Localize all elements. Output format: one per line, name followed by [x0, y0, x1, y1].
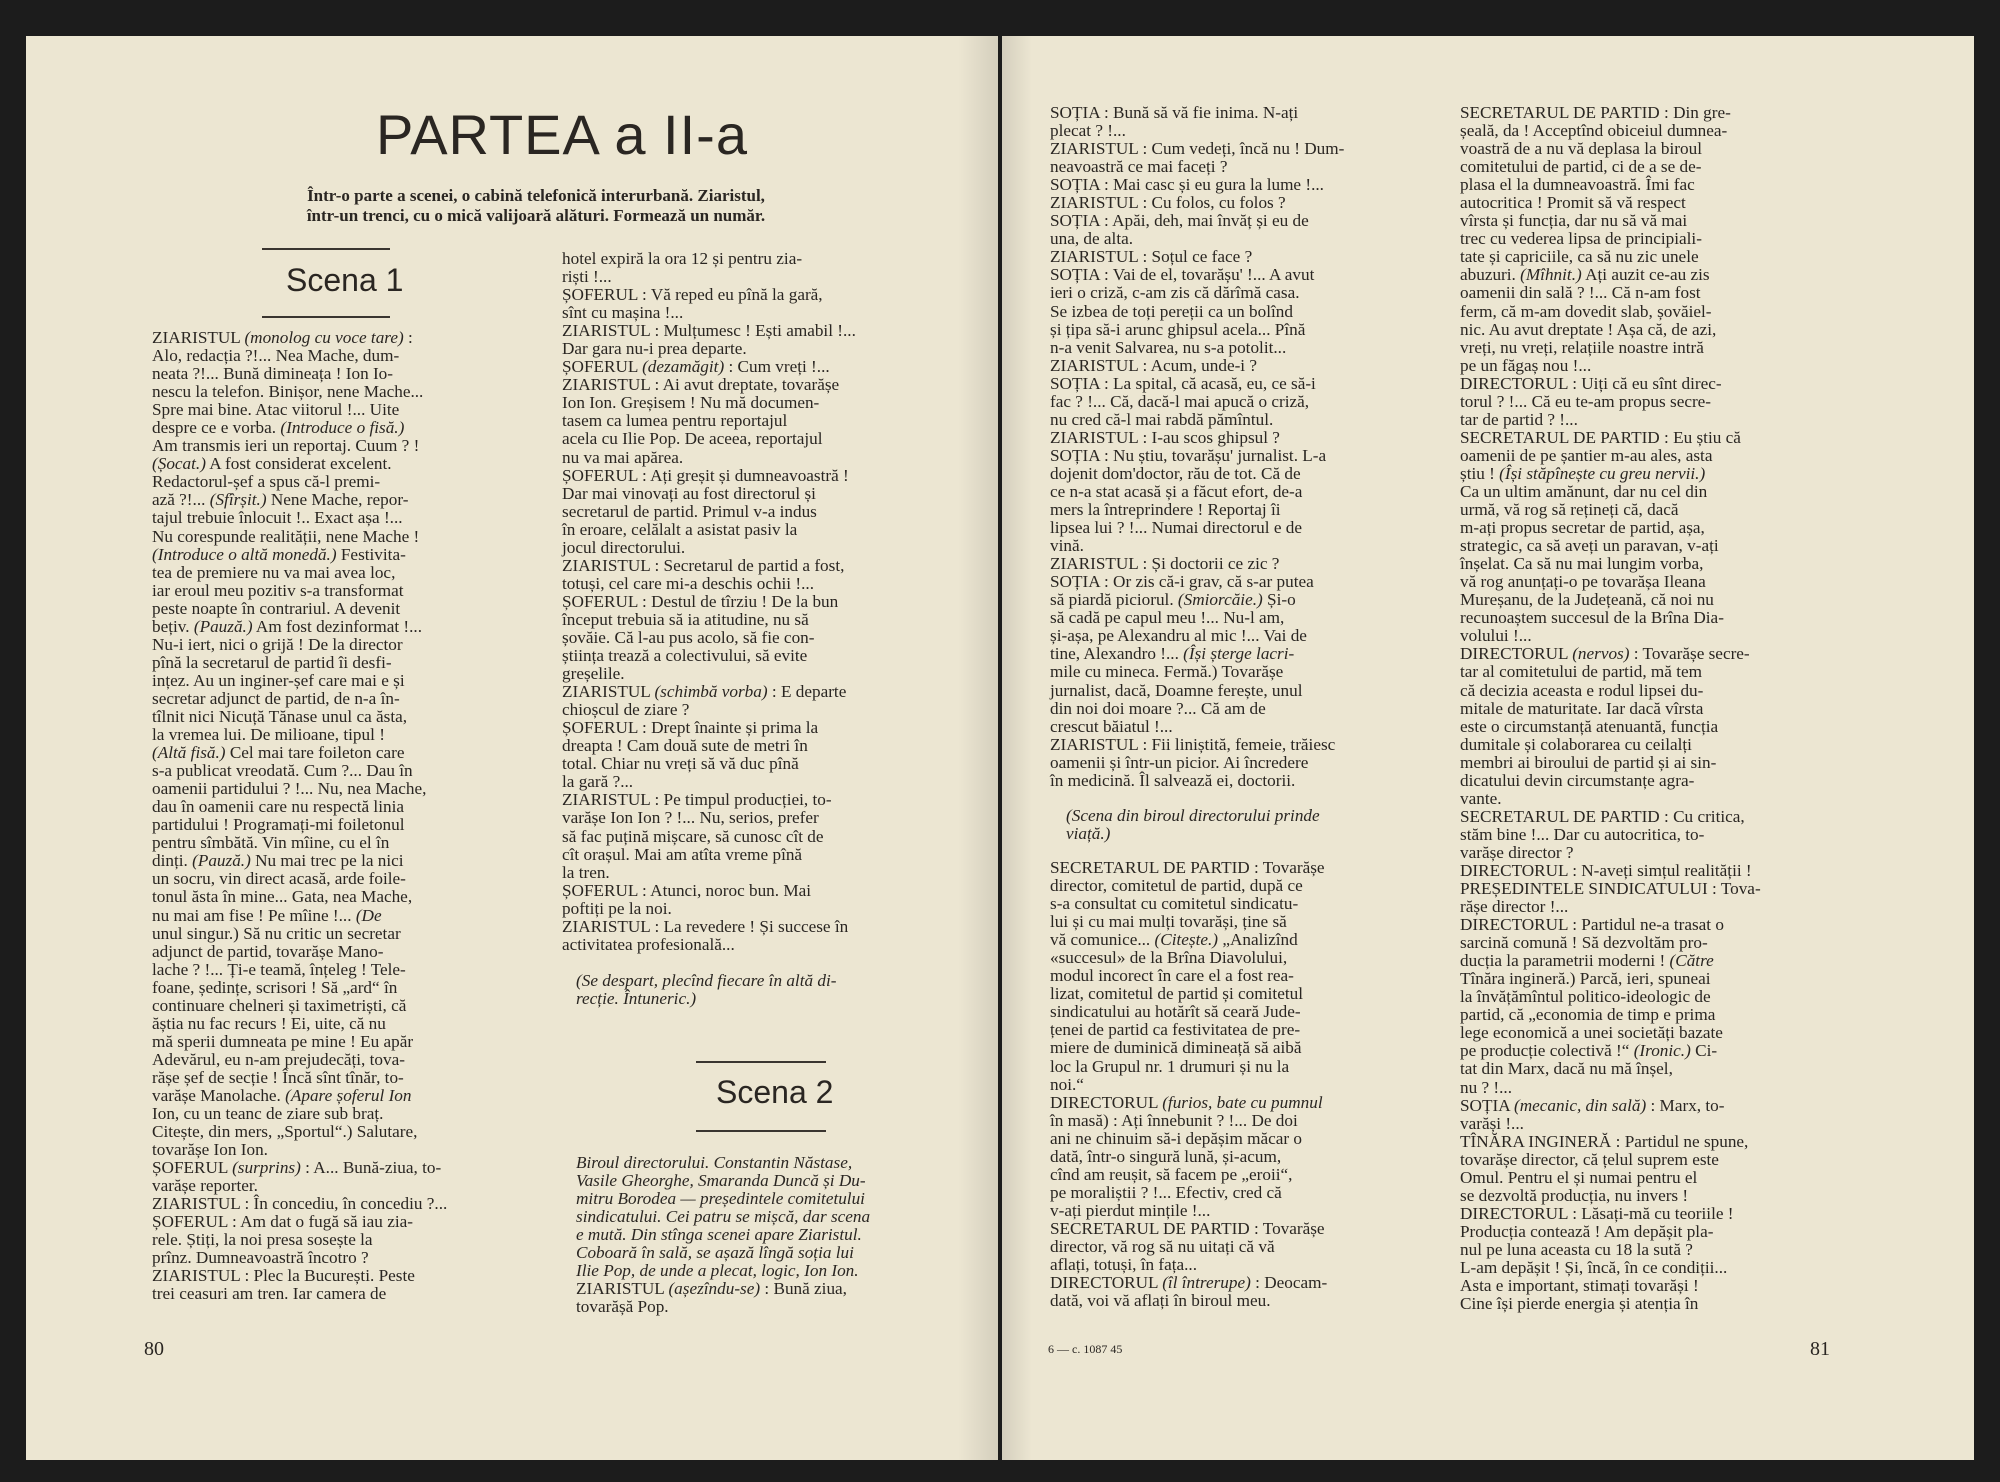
- text-line: un socru, vin direct acasă, arde foile-: [152, 869, 406, 889]
- text-line: să piardă piciorul. (Smiorcăie.) Și-o: [1050, 590, 1296, 610]
- text-line: Omul. Pentru el și numai pentru el: [1460, 1167, 1698, 1187]
- text-line: tovarășă Pop.: [576, 1297, 669, 1317]
- text-line: Adevărul, eu n-am prejudecăți, tova-: [152, 1049, 405, 1069]
- text-line: oamenii din sală ? !... Că n-am fost: [1460, 283, 1701, 303]
- text-line: Biroul directorului. Constantin Năstase,: [576, 1153, 853, 1172]
- text-line: nic. Au avut dreptate ! Așa că, de azi,: [1460, 319, 1717, 339]
- text-line: strategic, ca să aveți un paravan, v-ați: [1460, 536, 1719, 556]
- text-line: vante.: [1460, 788, 1502, 808]
- text-line: loc la Grupul nr. 1 drumuri și nu la: [1050, 1056, 1290, 1076]
- text-line: secretarul de partid. Primul v-a indus: [562, 501, 817, 521]
- stage-direction: [1066, 807, 1434, 843]
- text-line: ȘOFERUL : Destul de tîrziu ! De la bun: [562, 591, 839, 611]
- text-line: SOȚIA : Or zis că-i grav, că s-ar putea: [1050, 572, 1314, 592]
- text-line: (Introduce o altă monedă.) Festivita-: [152, 544, 406, 564]
- text-line: despre ce e vorba. (Introduce o fisă.): [152, 418, 405, 438]
- text-line: ZIARISTUL : Mulțumesc ! Ești amabil !...: [562, 321, 856, 341]
- text-line: recție. Întuneric.): [576, 989, 697, 1009]
- text-column-left-lower: [1050, 859, 1434, 1310]
- text-line: ȘOFERUL : Ați greșit și dumneavoastră !: [562, 465, 849, 485]
- text-line: înșelat. Ca să nu mai lungim vorba,: [1460, 554, 1704, 574]
- text-line: partidului ! Programați-mi foiletonul: [152, 815, 405, 835]
- text-line: SECRETARUL DE PARTID : Din gre-: [1460, 103, 1731, 122]
- text-line: SECRETARUL DE PARTID : Eu știu că: [1460, 427, 1741, 447]
- divider-rule: [262, 316, 390, 318]
- text-line: m-ați propus secretar de partid, așa,: [1460, 518, 1705, 538]
- text-line: una, de alta.: [1050, 229, 1134, 249]
- text-line: tar al comitetului de partid, mă tem: [1460, 662, 1702, 682]
- text-line: abuzuri. (Mîhnit.) Ați auzit ce-au zis: [1460, 265, 1710, 285]
- text-line: Spre mai bine. Atac viitorul !... Uite: [152, 400, 400, 420]
- text-line: (Altă fisă.) Cel mai tare foileton care: [152, 743, 405, 763]
- text-line: SECRETARUL DE PARTID : Cu critica,: [1460, 806, 1745, 826]
- text-line: vîrsta și funcția, dar nu să vă mai: [1460, 211, 1688, 231]
- text-line: jurnalist, dacă, Doamne ferește, unul: [1050, 680, 1303, 700]
- text-line: șovăie. Că l-au pus acolo, să fie con-: [562, 627, 815, 647]
- text-line: crescut băiatul !...: [1050, 716, 1173, 736]
- text-line: Asta e important, stimați tovarăși !: [1460, 1276, 1699, 1296]
- text-line: prînz. Dumneavoastră încotro ?: [152, 1248, 369, 1268]
- stage-directions-intro: [176, 186, 896, 226]
- text-line: nul pe luna aceasta cu 18 la sută ?: [1460, 1239, 1693, 1259]
- text-line: SECRETARUL DE PARTID : Tovarășe: [1050, 1218, 1325, 1238]
- text-line: jocul directorului.: [562, 537, 686, 557]
- text-line: Nu-i iert, nici o grijă ! De la director: [152, 634, 403, 654]
- text-line: din noi doi moare ?... Că am de: [1050, 698, 1266, 718]
- text-line: SOȚIA : Apăi, deh, mai învăț și eu de: [1050, 211, 1309, 231]
- text-line: ZIARISTUL : Secretarul de partid a fost,: [562, 555, 845, 575]
- text-line: mitru Borodea — președintele comitetului: [576, 1189, 865, 1209]
- text-line: pe moraliștii ? !... Efectiv, cred că: [1050, 1182, 1282, 1202]
- text-line: pe un făgaș nou !...: [1460, 355, 1592, 375]
- text-line: oamenii de pe șantier m-au ales, asta: [1460, 445, 1713, 465]
- text-line: sarcină comună ! Să dezvoltăm pro-: [1460, 933, 1708, 953]
- text-line: șeală, da ! Acceptînd obiceiul dumnea-: [1460, 121, 1728, 141]
- text-line: ferm, că m-am dovedit slab, șovăiel-: [1460, 301, 1712, 321]
- text-line: riști !...: [562, 267, 612, 287]
- text-line: DIRECTORUL (îl întrerupe) : Deocam-: [1050, 1273, 1328, 1293]
- text-line: s-a consultat cu comitetul sindicatu-: [1050, 894, 1299, 914]
- subtitle-line: Într-o parte a scenei, o cabină telefonică interurbană. Ziaristul,: [307, 186, 765, 205]
- text-line: în eroare, celălalt a asistat pasiv la: [562, 519, 798, 539]
- text-column-left: [1050, 104, 1434, 790]
- text-line: ZIARISTUL : Acum, unde-i ?: [1050, 355, 1258, 375]
- text-line: Alo, redacția ?!... Nea Mache, dum-: [152, 346, 400, 366]
- text-line: sînt cu mașina !...: [562, 303, 684, 323]
- text-line: adjunct de partid, tovarășe Mano-: [152, 941, 384, 961]
- text-line: noi.“: [1050, 1074, 1084, 1094]
- text-line: secretar adjunct de partid, de n-a în-: [152, 688, 400, 708]
- text-line: oamenii și într-un picior. Ai încredere: [1050, 752, 1309, 772]
- text-line: nu ? !...: [1460, 1077, 1513, 1097]
- text-line: TÎNĂRA INGINERĂ : Partidul ne spune,: [1460, 1131, 1749, 1151]
- stage-direction-scene2: [576, 1154, 970, 1316]
- text-line: dumitale și colaborarea cu ceilalți: [1460, 734, 1692, 754]
- text-line: SOȚIA : Mai casc și eu gura la lume !...: [1050, 175, 1324, 195]
- text-line: ază ?!... (Sfîrșit.) Nene Mache, repor-: [152, 490, 409, 510]
- text-line: e mută. Din stînga scenei apare Ziaristul.: [576, 1225, 862, 1245]
- text-line: ȘOFERUL : Vă reped eu pînă la gară,: [562, 285, 823, 305]
- text-line: mile cu mineca. Fermă.) Tovarășe: [1050, 662, 1284, 682]
- text-line: comitetului de partid, ci de a se de-: [1460, 157, 1702, 177]
- text-line: DIRECTORUL (furios, bate cu pumnul: [1050, 1092, 1323, 1112]
- text-line: DIRECTORUL (nervos) : Tovarășe secre-: [1460, 644, 1750, 664]
- text-line: Coboară în sală, se așază lîngă soția lui: [576, 1243, 854, 1263]
- divider-rule: [262, 248, 390, 250]
- text-line: ce n-a stat acasă și a făcut efort, de-a: [1050, 481, 1303, 501]
- text-line: dinți. (Pauză.) Nu mai trec pe la nici: [152, 851, 404, 871]
- text-line: urmă, vă rog să rețineți că, dacă: [1460, 500, 1679, 520]
- page-number: 81: [1810, 1338, 1830, 1360]
- text-line: ZIARISTUL (așezîndu-se) : Bună ziua,: [576, 1279, 847, 1299]
- text-line: greșelile.: [562, 664, 625, 684]
- text-line: lizat, comitetul de partid și comitetul: [1050, 984, 1303, 1004]
- text-line: aflați, totuși, în fața...: [1050, 1255, 1198, 1275]
- text-line: că decizia aceasta e rodul lipsei du-: [1460, 680, 1704, 700]
- text-line: ZIARISTUL : Cum vedeți, încă nu ! Dum-: [1050, 139, 1345, 159]
- text-line: director, comitetul de partid, după ce: [1050, 876, 1303, 896]
- text-line: știu ! (Își stăpînește cu greu nervii.): [1460, 463, 1706, 483]
- text-line: sindicatului. Cei patru se mișcă, dar scena: [576, 1207, 871, 1227]
- text-line: început trebuia să ia atitudine, nu să: [562, 609, 809, 629]
- text-line: Dar mai vinovați au fost directorul și: [562, 483, 816, 503]
- text-line: stăm bine !... Dar cu autocritica, to-: [1460, 824, 1705, 844]
- text-line: ZIARISTUL : Ai avut dreptate, tovarășe: [562, 375, 840, 395]
- text-line: ințez. Au un inginer-șef care mai e și: [152, 670, 405, 690]
- text-line: unul singur.) Să nu critic un secretar: [152, 923, 401, 943]
- text-line: nu va mai apărea.: [562, 447, 684, 467]
- text-line: plecat ? !...: [1050, 121, 1126, 141]
- text-line: ȘOFERUL : Drept înainte și prima la: [562, 718, 819, 738]
- text-line: tovarășe director, că țelul suprem este: [1460, 1149, 1719, 1169]
- text-line: în masă) : Ați înnebunit ? !... De doi: [1050, 1110, 1298, 1130]
- text-column-left: [152, 329, 554, 1304]
- text-line: peste noapte în contrariul. A devenit: [152, 598, 401, 618]
- text-line: Am transmis ieri un reportaj. Cuum ? !: [152, 436, 420, 456]
- text-line: chioșcul de ziare ?: [562, 700, 690, 720]
- text-line: trec cu vederea lipsa de principiali-: [1460, 229, 1702, 249]
- text-line: bețiv. (Pauză.) Am fost dezinformat !...: [152, 616, 423, 636]
- text-line: tine, Alexandro !... (Își șterge lacri-: [1050, 644, 1295, 664]
- text-line: Producția contează ! Am depășit pla-: [1460, 1221, 1714, 1241]
- text-line: se dezvoltă producția, nu invers !: [1460, 1185, 1689, 1205]
- text-line: lui și cu mai mulți tovarăși, ține să: [1050, 912, 1287, 932]
- text-line: nu cred că-l mai rabdă pămîntul.: [1050, 409, 1274, 429]
- text-line: dreapta ! Cam două sute de metri în: [562, 736, 808, 756]
- text-line: continuare chelneri și taximetriști, că: [152, 995, 407, 1015]
- text-line: mă sperii dumneata pe mine ! Eu apăr: [152, 1031, 414, 1051]
- text-line: viață.): [1066, 824, 1111, 844]
- text-line: dojenit dom'doctor, rău de tot. Că de: [1050, 463, 1301, 483]
- text-line: pe producție colectivă !“ (Ironic.) Ci-: [1460, 1041, 1718, 1061]
- text-line: ȘOFERUL : Atunci, noroc bun. Mai: [562, 880, 812, 900]
- text-line: vină.: [1050, 536, 1084, 556]
- text-line: știința trează a colectivului, să evite: [562, 646, 808, 666]
- text-line: ieri o criză, c-am zis că dărîmă casa.: [1050, 283, 1300, 303]
- text-line: Mureșanu, de la Județeană, că noi nu: [1460, 590, 1714, 610]
- text-line: ZIARISTUL (schimbă vorba) : E departe: [562, 682, 847, 702]
- text-line: recunoaștem succesul de la Brîna Dia-: [1460, 608, 1724, 628]
- text-line: rășe șef de secție ! Încă sînt tînăr, to-: [152, 1067, 404, 1087]
- text-line: dau în oamenii care nu respectă linia: [152, 797, 404, 817]
- text-line: dată, într-o singură lună, și-acum,: [1050, 1146, 1282, 1166]
- text-line: Cine își pierde energia și atenția în: [1460, 1294, 1699, 1314]
- text-line: rășe director !...: [1460, 897, 1569, 917]
- text-line: ȘOFERUL (dezamăgit) : Cum vreți !...: [562, 357, 830, 377]
- text-line: varăși !...: [1460, 1113, 1524, 1133]
- text-line: sindicatului au hotărît să ceară Jude-: [1050, 1002, 1301, 1022]
- text-line: tonul ăsta în mine... Gata, nea Mache,: [152, 887, 413, 907]
- text-line: mitale de maturitate. Iar dacă vîrsta: [1460, 698, 1704, 718]
- text-line: DIRECTORUL : Uiți că eu sînt direc-: [1460, 373, 1722, 393]
- scene-2-heading: Scena 2: [716, 1074, 834, 1110]
- text-line: cît orașul. Mai am atîta vreme pînă: [562, 844, 803, 864]
- text-line: ZIARISTUL : În concediu, în concediu ?...: [152, 1194, 448, 1214]
- text-line: în medicină. Îl salvează ei, doctorii.: [1050, 770, 1296, 790]
- text-line: SOȚIA : La spital, că acasă, eu, ce să-i: [1050, 373, 1316, 393]
- text-line: ZIARISTUL : Plec la București. Peste: [152, 1266, 415, 1286]
- text-line: Ca un ultim amănunt, dar nu cel din: [1460, 481, 1708, 501]
- text-line: și țipa să-i arunc ghipsul acela... Pînă: [1050, 319, 1306, 339]
- divider-rule: [696, 1130, 826, 1132]
- gutter-shadow: [1002, 36, 1032, 1460]
- text-line: Ion Ion. Greșisem ! Nu mă documen-: [562, 393, 820, 413]
- text-line: totuși, cel care mi-a deschis ochii !...: [562, 573, 814, 593]
- text-line: director, vă rog să nu uitați că vă: [1050, 1236, 1275, 1256]
- part-title: PARTEA a II-a: [376, 103, 748, 166]
- text-line: Ion, cu un teanc de ziare sub braț.: [152, 1104, 384, 1124]
- text-line: vreți, nu vreți, relațiile noastre intră: [1460, 337, 1704, 357]
- text-line: este o circumstanță atenuantă, funcția: [1460, 716, 1719, 736]
- text-line: SOȚIA : Vai de el, tovarășu' !... A avut: [1050, 265, 1315, 285]
- text-column-right: [562, 250, 970, 954]
- text-line: țenei de partid ca festivitatea de pre-: [1050, 1020, 1301, 1040]
- text-line: nu mai am fise ! Pe mîine !... (De: [152, 905, 382, 925]
- text-line: L-am depășit ! Și, încă, în ce condiții...: [1460, 1258, 1728, 1277]
- text-line: neavoastră ce mai faceți ?: [1050, 157, 1228, 177]
- text-line: tat din Marx, dacă nu mă înșel,: [1460, 1059, 1673, 1079]
- text-line: Se izbea de toți pereții ca un bolînd: [1050, 301, 1293, 321]
- text-line: neata ?!... Bună dimineața ! Ion Io-: [152, 364, 394, 384]
- text-line: hotel expiră la ora 12 și pentru zia-: [562, 249, 803, 268]
- text-line: vă rog anunțați-o pe tovarășa Ileana: [1460, 572, 1706, 592]
- text-line: DIRECTORUL : N-aveți simțul realității !: [1460, 860, 1752, 880]
- text-line: membri ai biroului de partid și ai sin-: [1460, 752, 1717, 772]
- page-number: 80: [144, 1338, 164, 1360]
- right-page: [1002, 36, 1974, 1460]
- text-line: la tren.: [562, 862, 610, 882]
- text-line: lege economică a unei societăți bazate: [1460, 1023, 1723, 1043]
- text-line: PREȘEDINTELE SINDICATULUI : Tova-: [1460, 879, 1761, 899]
- text-line: tovarășe Ion Ion.: [152, 1140, 268, 1160]
- text-line: și-așa, pe Alexandru al mic !... Vai de: [1050, 626, 1307, 646]
- text-line: tajul trebuie înlocuit !.. Exact așa !...: [152, 508, 403, 528]
- text-line: voastră de a nu vă deplasa la biroul: [1460, 139, 1702, 159]
- text-line: «succesul» de la Brîna Diavolului,: [1050, 948, 1288, 968]
- text-line: oamenii partidului ? !... Nu, nea Mache,: [152, 779, 427, 799]
- text-line: la gară ?...: [562, 772, 634, 792]
- text-line: cînd am reușit, să facem pe „eroii“,: [1050, 1164, 1293, 1184]
- text-line: dicatului devin circumstanțe agra-: [1460, 770, 1695, 790]
- text-line: Ilie Pop, de unde a plecat, logic, Ion Ion.: [576, 1261, 859, 1281]
- text-line: v-ați pierdut mințile !...: [1050, 1200, 1211, 1220]
- text-line: volului !...: [1460, 626, 1532, 646]
- text-line: total. Chiar nu vreți să vă duc pînă: [562, 754, 799, 774]
- text-line: tar de partid ? !...: [1460, 409, 1578, 429]
- text-line: Citește, din mers, „Sportul“.) Salutare,: [152, 1122, 418, 1142]
- subtitle-line: într-un trenci, cu o mică valijoară alături. Formează un număr.: [306, 206, 766, 225]
- text-line: ZIARISTUL (monolog cu voce tare) :: [152, 328, 413, 347]
- text-line: DIRECTORUL : Partidul ne-a trasat o: [1460, 915, 1724, 935]
- text-line: plasa el la dumneavoastră. Îmi fac: [1460, 175, 1695, 195]
- text-line: la vremea lui. De milioane, tipul !: [152, 725, 385, 745]
- text-line: modul incorect în care el a fost rea-: [1050, 966, 1294, 986]
- text-line: ZIARISTUL : La revedere ! Și succese în: [562, 916, 849, 936]
- text-line: lipsea lui ? !... Numai directorul e de: [1050, 518, 1302, 538]
- text-line: acela cu Ilie Pop. De aceea, reportajul: [562, 429, 823, 449]
- text-line: la învățămîntul politico-ideologic de: [1460, 987, 1711, 1007]
- text-line: pînă la secretarul de partid îi desfi-: [152, 652, 392, 672]
- text-line: ZIARISTUL : Pe timpul producției, to-: [562, 790, 832, 810]
- text-line: pentru sîmbătă. Vin mîine, cu el în: [152, 833, 390, 853]
- text-line: ducția la parametrii moderni ! (Către: [1460, 951, 1714, 971]
- text-line: Redactorul-șef a spus că-l premi-: [152, 472, 381, 492]
- text-line: foane, ședințe, scrisori ! Să „ard“ în: [152, 977, 398, 997]
- text-line: activitatea profesională...: [562, 934, 735, 954]
- text-line: tasem ca lumea pentru reportajul: [562, 411, 788, 431]
- text-line: SOȚIA : Bună să vă fie inima. N-ați: [1050, 103, 1299, 122]
- text-line: nescu la telefon. Binișor, nene Mache...: [152, 382, 424, 402]
- text-line: torul ? !... Că eu te-am propus secre-: [1460, 391, 1712, 411]
- text-line: fac ? !... Că, dacă-l mai apucă o criză,: [1050, 391, 1310, 411]
- scene-1-heading: Scena 1: [286, 262, 404, 298]
- text-line: SOȚIA : Nu știu, tovarășu' jurnalist. L-a: [1050, 445, 1327, 465]
- text-line: să fac puțină mișcare, să cunosc cît de: [562, 826, 824, 846]
- text-line: varășe director ?: [1460, 842, 1574, 862]
- text-line: Dar gara nu-i prea departe.: [562, 339, 747, 359]
- text-line: poftiți pe la noi.: [562, 898, 672, 918]
- left-page: [26, 36, 998, 1460]
- text-line: s-a publicat vreodată. Cum ?... Dau în: [152, 761, 413, 781]
- text-line: tîlnit nici Nicuță Tănase unul ca ăsta,: [152, 706, 408, 726]
- text-line: ZIARISTUL : I-au scos ghipsul ?: [1050, 427, 1280, 447]
- text-line: Nu corespunde realității, nene Mache !: [152, 526, 420, 546]
- text-line: tate și capriciile, ca să nu zic unele: [1460, 247, 1699, 267]
- printer-signature: 6 — c. 1087 45: [1048, 1342, 1123, 1356]
- text-line: iar eroul meu pozitiv s-a transformat: [152, 580, 404, 600]
- text-line: trei ceasuri am tren. Iar camera de: [152, 1284, 387, 1304]
- text-line: n-a venit Salvarea, nu s-a potolit...: [1050, 337, 1287, 357]
- text-line: miere de duminică dimineață să aibă: [1050, 1038, 1302, 1058]
- text-line: Vasile Gheorghe, Smaranda Duncă și Du-: [576, 1171, 866, 1191]
- text-line: (Scena din biroul directorului prinde: [1066, 806, 1320, 825]
- text-line: varășe Manolache. (Apare șoferul Ion: [152, 1085, 412, 1105]
- text-line: dată, voi vă aflați în biroul meu.: [1050, 1291, 1271, 1311]
- text-line: mers la întreprindere ! Reportaj îi: [1050, 500, 1281, 520]
- text-line: (Șocat.) A fost considerat excelent.: [152, 454, 392, 474]
- text-line: ăștia nu fac recurs ! Ei, uite, că nu: [152, 1013, 386, 1033]
- text-line: autocritica ! Promit să vă respect: [1460, 193, 1686, 213]
- text-line: varășe Ion Ion ? !... Nu, serios, prefer: [562, 808, 819, 828]
- text-line: partid, că „economia de timp e prima: [1460, 1005, 1716, 1025]
- text-line: să cadă pe capul meu !... Nu-l am,: [1050, 608, 1285, 628]
- text-line: (Se despart, plecînd fiecare în altă di-: [576, 971, 837, 990]
- text-line: vă comunice... (Citește.) „Analizînd: [1050, 930, 1298, 950]
- text-line: ZIARISTUL : Soțul ce face ?: [1050, 247, 1253, 267]
- text-line: tea de premiere nu va mai avea loc,: [152, 562, 396, 582]
- text-line: ZIARISTUL : Și doctorii ce zic ?: [1050, 554, 1280, 574]
- divider-rule: [696, 1061, 826, 1063]
- text-line: rele. Știți, la noi presa sosește la: [152, 1230, 373, 1250]
- text-line: varășe reporter.: [152, 1176, 258, 1196]
- text-line: lache ? !... Ți-e teamă, înțeleg ! Tele-: [152, 959, 406, 979]
- text-line: DIRECTORUL : Lăsați-mă cu teoriile !: [1460, 1203, 1734, 1223]
- text-line: ȘOFERUL : Am dat o fugă să iau zia-: [152, 1212, 413, 1232]
- stage-direction: [576, 972, 970, 1008]
- text-line: ȘOFERUL (surprins) : A... Bună-ziua, to-: [152, 1158, 442, 1178]
- text-line: Tînăra ingineră.) Parcă, ieri, spuneai: [1460, 969, 1711, 989]
- text-line: ani ne chinuim să-i depășim măcar o: [1050, 1128, 1302, 1148]
- text-line: ZIARISTUL : Fii liniștită, femeie, trăiesc: [1050, 734, 1336, 754]
- text-column-right: [1460, 104, 1866, 1313]
- text-line: SECRETARUL DE PARTID : Tovarășe: [1050, 858, 1325, 877]
- text-line: SOȚIA (mecanic, din sală) : Marx, to-: [1460, 1095, 1725, 1115]
- text-line: ZIARISTUL : Cu folos, cu folos ?: [1050, 193, 1286, 213]
